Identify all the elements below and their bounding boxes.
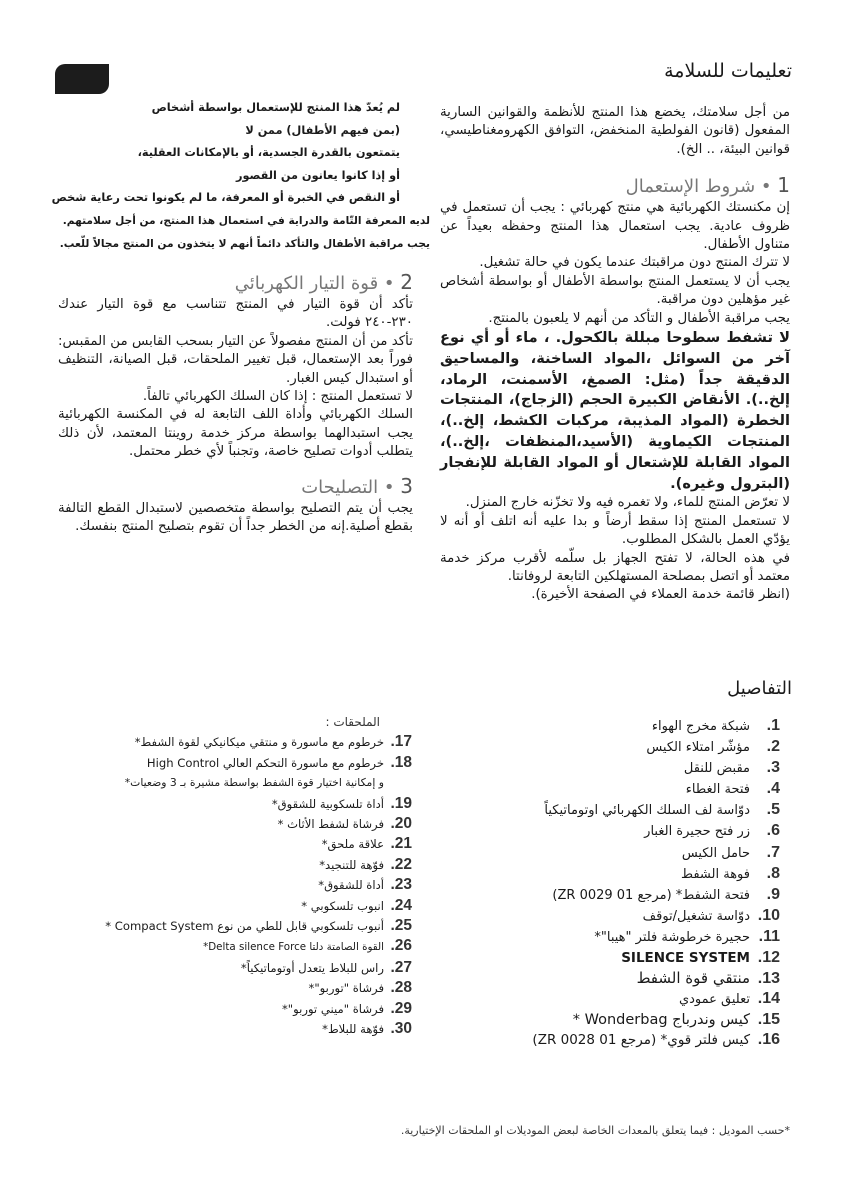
list-item: 14. تعليق عمودي [678, 990, 780, 1008]
warning-line: أو إذا كانوا يعانون من القصور [235, 168, 400, 182]
s2-paragraph-1: تأكد أن قوة التيار في المنتج تتناسب مع قوة التيار عندك ٢٣٠-٢٤٠ فولت. [58, 297, 413, 331]
list-item: 2. مؤشّر امتلاء الكيس [646, 738, 780, 756]
list-item: 6. زر فتح حجيرة الغبار [644, 822, 780, 840]
s1-paragraph-6: لا تستعمل المنتج إذا سقط أرضاً و بدا عليه أنه اتلف أو أنه لا يؤدّي العمل بالشكل المطلوب. [440, 513, 790, 548]
s2-paragraph-4: السلك الكهربائي وأداة اللف التابعة له في المكنسة الكهربائية يجب استبدالهما بواسطة مركز خدمة روينتا المعتمد، لأن ذلك يتطلب أدوات تصليح خاصة، وتجنباً لأي خطر محتمل. [58, 407, 413, 460]
s1-paragraph-5: لا تعرّض المنتج للماء، ولا تغمره فيه ولا تخزّنه خارج المنزل. [465, 495, 790, 511]
details-title: التفاصيل [727, 678, 792, 699]
warning-block [18, 97, 430, 255]
section-1-heading [440, 173, 790, 199]
s1-paragraph-4: يجب مراقبة الأطفال و التأكد من أنهم لا يلعبون بالمنتج. [488, 310, 790, 326]
s2-paragraph-2: تأكد من أن المنتج مفصولاً عن التيار بسحب القابس من المقبس: فوراً بعد الإستعمال، قبل تغيير الملحقات، قبل الصيانة، التنظيف أو استبدال كيس الغبار. [58, 333, 413, 386]
section-2-heading [58, 270, 413, 296]
s1-paragraph-1: إن مكنستك الكهربائية هي منتج كهربائي : يجب أن تستعمل في ظروف عادية. يجب استعمال هذا المنتج وحفظه بعيداً عن متناول الأطفال. [440, 200, 790, 253]
list-item: 27. راس للبلاط يتعدل أوتوماتيكياً* [240, 958, 412, 976]
list-item: 4. فتحة الغطاء [685, 780, 780, 798]
list-item: 19. أداة تلسكوبية للشقوق* [271, 794, 412, 812]
list-item: 11. حجيرة خرطوشة فلتر "هيبا"* [594, 927, 780, 945]
s1-paragraph-8: (انظر قائمة خدمة العملاء في الصفحة الأخيرة). [531, 587, 790, 603]
section-2-number: 2 [400, 270, 413, 294]
list-item: 28. فرشاة "توربو"* [308, 979, 412, 997]
page-tab-marker [55, 64, 109, 94]
warning-line: يجب مراقبة الأطفال والتأكد دائماً أنهم لا يتخذون من المنتج مجالاً للّعب. [59, 237, 430, 250]
list-item: 25. أنبوب تلسكوبي قابل للطي من نوع Compact System * [105, 917, 412, 935]
details-list [480, 716, 780, 1051]
section-2-title: قوة التيار الكهربائي [234, 273, 379, 294]
section-3-heading [58, 474, 413, 500]
warning-line: لم يُعدّ هذا المنتج للإستعمال بواسطة أشخاص [151, 101, 400, 114]
section-3-title: التصليحات [301, 476, 379, 498]
s3-paragraph-1: يجب أن يتم التصليح بواسطة متخصصين لاستبدال القطع التالفة بقطع أصلية.إنه من الخطر جداً أن تقوم بتصليح المنتج بنفسك. [58, 500, 413, 535]
section-1-number: 1 [777, 173, 790, 198]
list-item: 3. مقبض للنقل [683, 759, 780, 777]
list-item: 5. دوّاسة لف السلك الكهربائي اوتوماتيكياً [544, 801, 780, 819]
list-item: 20. فرشاة لشفط الأثاث * [277, 815, 412, 833]
list-item: 10. دوّاسة تشغيل/توقف [642, 906, 780, 924]
s1-bold-warning: لا تشفط سطوحا مبللة بالكحول. ، ماء أو أي نوع آخر من السوائل ،المواد الساخنة، والمساحيق الدقيقة جداً (مثل: الصمغ، الأسمنت، الرماد، إلخ..). الأنقاض الكبيرة الحجم (الزجاج)، المنتجات الخطرة (المواد المذيبة، مركبات الكشط، إلخ..)، المنتجات الكيماوية (الأسيد،المنظفات ،إلخ..)، المواد القابلة للإشتعال أو المواد القابلة للإنفجار (البترول وغيره). [440, 329, 790, 492]
list-item: 24. انبوب تلسكوبي * [301, 896, 412, 914]
list-item: 12. SILENCE SYSTEM [621, 949, 780, 967]
s1-paragraph-2: لا تترك المنتج دون مراقبتك عندما يكون في حالة تشغيل. [479, 255, 790, 271]
list-item: 30. فوّهة للبلاط* [322, 1020, 412, 1038]
list-item: 17. خرطوم مع ماسورة و منتقي ميكانيكي لقوة الشفط* [134, 733, 412, 751]
warning-line: أو النقص في الخبرة أو المعرفة، ما لم يكونوا تحت رعاية شخص [51, 191, 400, 205]
section-3-number: 3 [400, 473, 413, 498]
list-item: 16. كيس فلتر قوي* (مرجع ZR 0028 01) [532, 1031, 780, 1049]
list-item: 1. شبكة مخرج الهواء [651, 717, 780, 734]
list-item: 8. فوهة الشفط [681, 864, 780, 882]
page-title: تعليمات للسلامة [664, 60, 792, 82]
bullet-icon: • [760, 176, 772, 198]
s2-paragraph-3: لا تستعمل المنتج : إذا كان السلك الكهربائي تالفاً. [142, 389, 413, 405]
accessories-title: الملحقات : [325, 715, 380, 729]
intro-paragraph: من أجل سلامتك، يخضع هذا المنتج للأنظمة والقوانين السارية المفعول (قانون الفولطية المنخفض، التوافق الكهرومغناطيسي، قوانين البيئة، .. الخ). [440, 105, 790, 157]
section-1-title: شروط الإستعمال [625, 176, 756, 198]
left-column [58, 270, 413, 536]
list-item: 13. منتقي قوة الشفط [636, 969, 780, 988]
s1-paragraph-3: يجب أن لا يستعمل المنتج بواسطة الأطفال أو بواسطة أشخاص غير مؤهلين دون مراقبة. [440, 273, 790, 308]
list-item: 7. حامل الكيس [681, 843, 780, 861]
bullet-icon: • [383, 476, 395, 498]
list-item: 23. أداة للشقوق* [318, 876, 412, 894]
bullet-icon: • [383, 273, 395, 294]
s1-paragraph-7: في هذه الحالة، لا تفتح الجهاز بل سلّمه لأقرب مركز خدمة معتمد أو اتصل بمصلحة المستهلكين التابعة لروفانتا. [440, 550, 790, 585]
list-item: 9. فتحة الشفط* (مرجع ZR 0029 01) [552, 885, 780, 903]
list-item: 18. خرطوم مع ماسورة التحكم العالي High Control [146, 753, 412, 771]
accessories-list [72, 712, 412, 1040]
warning-line: يتمتعون بالقدرة الجسدية، أو بالإمكانات العقلية، [137, 146, 400, 160]
list-item: 22. فوّهة للتنجيد* [319, 855, 412, 873]
list-item: 26. القوة الصامتة دلتا Delta silence Force* [203, 937, 412, 955]
list-item: 21. علاقة ملحق* [321, 835, 412, 853]
warning-line: لديه المعرفة التّامة والدراية في استعمال هذا المنتج، من أجل سلامتهم. [62, 214, 430, 227]
footnote: *حسب الموديل : فيما يتعلق بالمعدات الخاصة لبعض الموديلات او الملحقات الإختيارية. [400, 1124, 790, 1137]
list-item: 29. فرشاة "ميني توربو"* [282, 999, 412, 1017]
right-column [440, 104, 790, 605]
list-item: و إمكانية اختيار قوة الشفط بواسطة مشيرة بـ 3 وضعيات* [124, 776, 384, 790]
list-item: 15. كيس وندرباج Wonderbag * [572, 1011, 780, 1029]
warning-line: (بمن فيهم الأطفال) ممن لا [245, 123, 400, 137]
